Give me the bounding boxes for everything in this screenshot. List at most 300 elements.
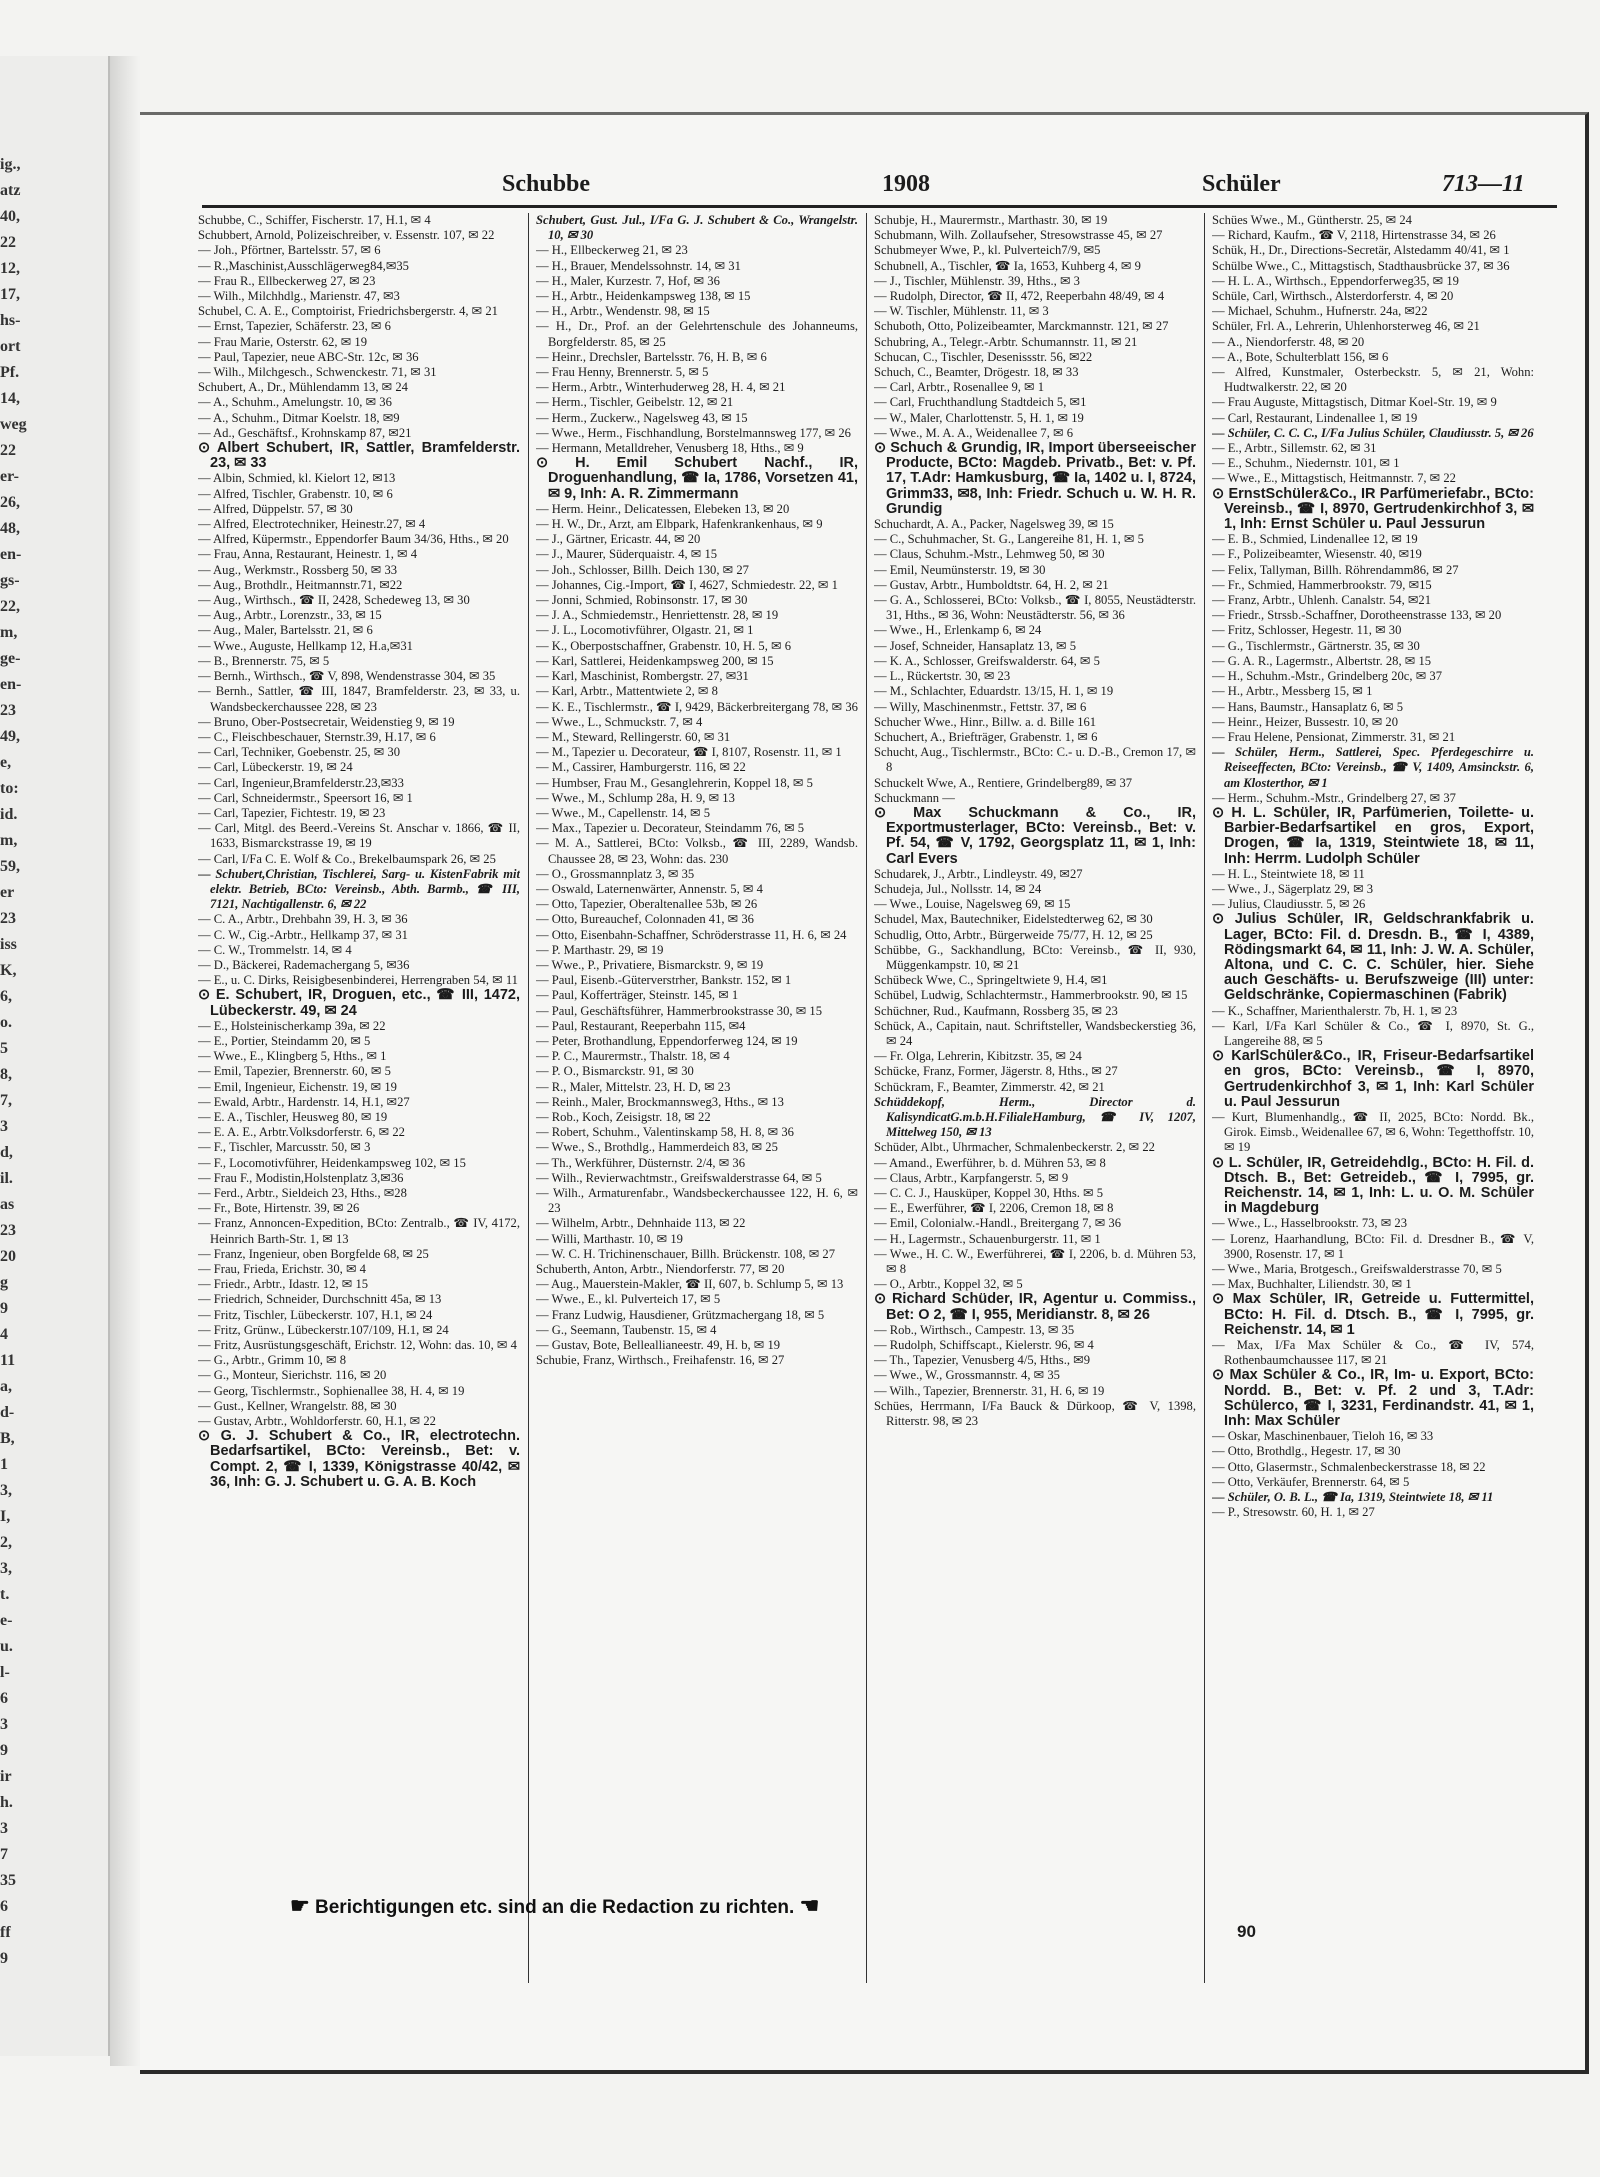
- directory-entry: — Alfred, Düppelstr. 57, ✉ 30: [198, 501, 353, 516]
- directory-entry: — Max, I/Fa Max Schüler & Co., ☎ IV, 574, Rothenbaumchaussee 117, ✉ 21: [1212, 1338, 1534, 1368]
- directory-entry: — F., Tischler, Marcusstr. 50, ✉ 3: [198, 1140, 371, 1155]
- left-page-fragment: 23: [0, 1222, 16, 1239]
- left-page-fragment: 48,: [0, 520, 20, 537]
- firm-entry: ⊙ Max Schüler & Co., IR, Im- u. Export, BCto: Nordd. B., Bet: v. Pf. 2 und 3, T.Adr: Schülerco, ☎ I, 3231, Ferdinandstr. 41, ✉ 1, Inh: Max Schüler: [1212, 1367, 1534, 1430]
- directory-entry: — Friedr., Strssb.-Schaffner, Dorotheenstrasse 133, ✉ 20: [1212, 608, 1502, 623]
- directory-entry: — Aug., Brothdlr., Heitmannstr.71, ✉22: [198, 577, 403, 592]
- left-page-fragment: 3: [0, 1716, 8, 1733]
- directory-entry: — Wwe., M., Capellenstr. 14, ✉ 5: [536, 805, 711, 820]
- directory-entry: — Schüler, C. C. C., I/Fa Julius Schüler, Claudiusstr. 5, ✉ 26: [1212, 425, 1534, 440]
- directory-entry: — Carl, I/Fa C. E. Wolf & Co., Brekelbaumspark 26, ✉ 25: [198, 851, 496, 866]
- directory-entry: — Gustav, Arbtr., Humboldtstr. 64, H. 2, ✉ 21: [874, 577, 1109, 592]
- left-page-fragment: 23: [0, 702, 16, 719]
- left-page-fragment: to:: [0, 780, 19, 797]
- directory-entry: — Ernst, Tapezier, Schäferstr. 23, ✉ 6: [198, 319, 391, 334]
- firm-entry: ⊙ Albert Schubert, IR, Sattler, Bramfelderstr. 23, ✉ 33: [198, 440, 520, 472]
- directory-entry: — H. L. A., Wirthsch., Eppendorferweg35, ✉ 19: [1212, 273, 1459, 288]
- left-page-fragment: 1: [0, 1456, 8, 1473]
- directory-entry: — Wwe., E., Klingberg 5, Hths., ✉ 1: [198, 1049, 387, 1064]
- directory-entry: — Josef, Schneider, Hansaplatz 13, ✉ 5: [874, 638, 1077, 653]
- firm-entry: ⊙ L. Schüler, IR, Getreidehdlg., BCto: H. Fil. d. Dtsch. B., Bet: Getreideb., ☎ I, 7995, gr. Reichenstr. 14, ✉ 1, Inh: L. u. O. M. Schüler in Magdeburg: [1212, 1154, 1534, 1217]
- directory-entry: Schubbe, C., Schiffer, Fischerstr. 17, H.1, ✉ 4: [198, 213, 431, 227]
- directory-entry: Schuckmann —: [874, 790, 955, 805]
- left-page-fragment: 12,: [0, 260, 20, 277]
- directory-entry: — Fr., Bote, Hirtenstr. 39, ✉ 26: [198, 1201, 360, 1216]
- directory-entry: — Frau F., Modistin,Holstenplatz 3,✉36: [198, 1170, 404, 1185]
- directory-entry: — Wwe., M. A. A., Weidenallee 7, ✉ 6: [874, 425, 1073, 440]
- directory-entry: — Wwe., Auguste, Hellkamp 12, H.a,✉31: [198, 638, 413, 653]
- directory-entry: — Alfred, Tischler, Grabenstr. 10, ✉ 6: [198, 486, 393, 501]
- pointing-hand-right-icon: ☛: [290, 1893, 310, 1918]
- firm-entry: ⊙ H. L. Schüler, IR, Parfümerien, Toilette- u. Barbier-Bedarfsartikel en gros, Export, Drogen, ☎ Ia, 1319, Steintwiete 18, ✉ 11, Inh: Herrm. Ludolph Schüler: [1212, 804, 1534, 867]
- directory-entry: — Willy, Maschinenmstr., Fettstr. 37, ✉ 6: [874, 699, 1087, 714]
- directory-entry: — Aug., Werkmstr., Rossberg 50, ✉ 33: [198, 562, 398, 577]
- header-page-range: 713—11: [1442, 171, 1525, 197]
- directory-entry: — Ad., Geschäftsf., Krohnskamp 87, ✉21: [198, 425, 412, 440]
- left-page-fragment: 22,: [0, 598, 20, 615]
- directory-entry: — G., Tischlermstr., Gärtnerstr. 35, ✉ 30: [1212, 638, 1420, 653]
- directory-entry: — Claus, Schuhm.-Mstr., Lehmweg 50, ✉ 30: [874, 547, 1105, 562]
- directory-entry: — Max., Tapezier u. Decorateur, Steindamm 76, ✉ 5: [536, 821, 805, 836]
- directory-entry: — Otto, Bureauchef, Colonnaden 41, ✉ 36: [536, 912, 754, 927]
- directory-entry: — R., Maler, Mittelstr. 23, H. D, ✉ 23: [536, 1079, 731, 1094]
- header-left-word: Schubbe: [502, 171, 591, 197]
- left-page-fragment: 9: [0, 1950, 8, 1967]
- directory-entry: — A., Schuhm., Amelungstr. 10, ✉ 36: [198, 395, 392, 410]
- directory-entry: — Th., Werkführer, Düsternstr. 2/4, ✉ 36: [536, 1155, 745, 1170]
- directory-entry: — E., Arbtr., Sillemstr. 62, ✉ 31: [1212, 441, 1377, 456]
- left-page-fragment: atz: [0, 182, 21, 199]
- directory-entry: — Wwe., L., Hasselbrookstr. 73, ✉ 23: [1212, 1216, 1408, 1231]
- firm-entry: ⊙ H. Emil Schubert Nachf., IR, Droguenhandlung, ☎ Ia, 1786, Vorsetzen 41, ✉ 9, Inh: A. R. Zimmermann: [536, 455, 858, 502]
- directory-entry: — A., Schuhm., Ditmar Koelstr. 18, ✉9: [198, 410, 400, 425]
- directory-entry: — Fritz, Grünw., Lübeckerstr.107/109, H.1, ✉ 24: [198, 1322, 449, 1337]
- directory-entry: — Wilhelm, Arbtr., Dehnhaide 113, ✉ 22: [536, 1216, 746, 1231]
- firm-entry: ⊙ Schuch & Grundig, IR, Import überseeischer Producte, BCto: Magdeb. Privatb., Bet: v. Pf. 17, T.Adr: Hamkusburg, ☎ Ia, 1402 u. I, 8724, Grimm33, ✉8, Inh: Friedr. Schuch u. W. H. R. Grundig: [874, 440, 1196, 517]
- directory-entry: Schudel, Max, Bautechniker, Eidelstedterweg 62, ✉ 30: [874, 912, 1153, 927]
- left-page-fragment: e-: [0, 1612, 13, 1629]
- directory-entry: — Lorenz, Haarhandlung, BCto: Fil. d. Dresdner B., ☎ V, 3900, Rosenstr. 17, ✉ 1: [1212, 1231, 1534, 1261]
- directory-entry: — Wwe., P., Privatiere, Bismarckstr. 9, ✉ 19: [536, 957, 764, 972]
- header-right-word: Schüler: [1202, 171, 1281, 197]
- directory-entry: — G., Monteur, Sierichstr. 116, ✉ 20: [198, 1368, 387, 1383]
- directory-entry: — Rob., Wirthsch., Campestr. 13, ✉ 35: [874, 1322, 1075, 1337]
- directory-entry: — Wwe., J., Sägerplatz 29, ✉ 3: [1212, 881, 1374, 896]
- directory-entry: — J., Maurer, Süderquaistr. 4, ✉ 15: [536, 547, 718, 562]
- directory-entry: — Friedrich, Schneider, Durchschnitt 45a, ✉ 13: [198, 1292, 442, 1307]
- left-page-fragment: 7,: [0, 1092, 12, 1109]
- firm-entry: ⊙ ErnstSchüler&Co., IR Parfümeriefabr., BCto: Vereinsb., ☎ I, 8970, Gertrudenkirchhof 3, ✉ 1, Inh: Ernst Schüler u. Paul Jessurun: [1212, 485, 1534, 533]
- directory-entry: — C. A., Arbtr., Drehbahn 39, H. 3, ✉ 36: [198, 912, 408, 927]
- directory-entry: — K. E., Tischlermstr., ☎ I, 9429, Bäckerbreitergang 78, ✉ 36: [536, 699, 858, 714]
- directory-entry: — Schubert,Christian, Tischlerei, Sarg- u. KistenFabrik mit elektr. Betrieb, BCto: Vereinsb., Abth. Barmb., ☎ III, 7121, Nachtigallenstr. 6, ✉ 22: [198, 866, 520, 912]
- directory-entry: — Hans, Baumstr., Hansaplatz 6, ✉ 5: [1212, 699, 1404, 714]
- directory-entry: — Alfred, Kunstmaler, Osterbeckstr. 5, ✉ 21, Wohn: Hudtwalkerstr. 22, ✉ 20: [1212, 365, 1534, 395]
- directory-entry: — Wwe., Maria, Brotgesch., Greifswalderstrasse 70, ✉ 5: [1212, 1262, 1502, 1277]
- directory-entry: — C., Schuhmacher, St. G., Langereihe 81, H. 1, ✉ 5: [874, 532, 1144, 547]
- left-page-fragment: 6,: [0, 988, 12, 1005]
- directory-entry: — E. A., Tischler, Heusweg 80, ✉ 19: [198, 1109, 388, 1124]
- directory-entry: — Frau, Frieda, Erichstr. 30, ✉ 4: [198, 1262, 366, 1277]
- directory-entry: — H., Arbtr., Messberg 15, ✉ 1: [1212, 684, 1373, 699]
- left-page-fragment: 3: [0, 1820, 8, 1837]
- page-number: 90: [1237, 1922, 1256, 1941]
- column-divider: [866, 213, 867, 1983]
- directory-entry: — J. A., Schmiedemstr., Henriettenstr. 28, ✉ 19: [536, 608, 779, 623]
- directory-entry: — Carl, Lübeckerstr. 19, ✉ 24: [198, 760, 353, 775]
- directory-entry: — Aug., Maler, Bartelsstr. 21, ✉ 6: [198, 623, 373, 638]
- directory-entry: Schüchner, Rud., Kaufmann, Rossberg 35, ✉ 23: [874, 1003, 1118, 1018]
- directory-entry: — J., Tischler, Mühlenstr. 39, Hths., ✉ 3: [874, 273, 1080, 288]
- left-page-fragment: 59,: [0, 858, 20, 875]
- left-page-fragment: e,: [0, 754, 12, 771]
- directory-entry: — Aug., Arbtr., Lorenzstr., 33, ✉ 15: [198, 608, 382, 623]
- left-page-fragment: 20: [0, 1248, 16, 1265]
- directory-entry: — Franz, Ingenieur, oben Borgfelde 68, ✉ 25: [198, 1246, 429, 1261]
- directory-entry: Schubring, A., Telegr.-Arbtr. Schumannstr. 11, ✉ 21: [874, 334, 1138, 349]
- firm-entry: ⊙ KarlSchüler&Co., IR, Friseur-Bedarfsartikel en gros, BCto: Vereinsb., ☎ I, 8970, Gertrudenkirchhof 3, ✉ 1, Inh: Karl Schüler u. Paul Jessurun: [1212, 1048, 1534, 1110]
- directory-entry: Schücke, Franz, Former, Jägerstr. 8, Hths., ✉ 27: [874, 1064, 1118, 1079]
- left-page-fragment: 5: [0, 1040, 8, 1057]
- directory-entry: — Michael, Schuhm., Hufnerstr. 24a, ✉22: [1212, 304, 1428, 319]
- left-page-fragment: hs-: [0, 312, 21, 329]
- directory-entry: — Carl, Arbtr., Rosenallee 9, ✉ 1: [874, 380, 1045, 395]
- directory-entry: — Carl, Tapezier, Fichtestr. 19, ✉ 23: [198, 805, 386, 820]
- directory-entry: — Gust., Kellner, Wrangelstr. 88, ✉ 30: [198, 1398, 397, 1413]
- left-page-fragment: weg: [0, 416, 27, 433]
- directory-entry: Schübbe, G., Sackhandlung, BCto: Vereinsb., ☎ II, 930, Müggenkampstr. 10, ✉ 21: [874, 942, 1196, 972]
- directory-entry: — K., Oberpostschaffner, Grabenstr. 10, H. 5, ✉ 6: [536, 638, 791, 653]
- left-page-fragment: 8,: [0, 1066, 12, 1083]
- directory-entry: — H., Lagermstr., Schauenburgerstr. 11, ✉ 1: [874, 1231, 1101, 1246]
- directory-entry: — Schüler, Herm., Sattlerei, Spec. Pferdegeschirre u. Reiseeffecten, BCto: Vereinsb., ☎ V, 1409, Amsinckstr. 6, am Klosterthor, ✉ 1: [1212, 745, 1534, 790]
- directory-entry: — Oskar, Maschinenbauer, Tieloh 16, ✉ 33: [1212, 1429, 1434, 1444]
- left-page-fragment: 14,: [0, 390, 20, 407]
- directory-entry: — Carl, Fruchthandlung Stadtdeich 5, ✉1: [874, 395, 1087, 410]
- directory-entry: — H., Schuhm.-Mstr., Grindelberg 20c, ✉ 37: [1212, 669, 1442, 684]
- directory-entry: — Wwe., E., Mittagstisch, Heitmannstr. 7, ✉ 22: [1212, 471, 1456, 486]
- directory-entry: — K. A., Schlosser, Greifswalderstr. 64, ✉ 5: [874, 653, 1100, 668]
- directory-entry: — Max, Buchhalter, Liliendstr. 30, ✉ 1: [1212, 1277, 1412, 1292]
- directory-entry: — P. Marthastr. 29, ✉ 19: [536, 942, 664, 957]
- directory-entry: — Karl, Arbtr., Mattentwiete 2, ✉ 8: [536, 684, 718, 699]
- directory-entry: — Karl, I/Fa Karl Schüler & Co., ☎ I, 8970, St. G., Langereihe 88, ✉ 5: [1212, 1018, 1534, 1048]
- firm-entry: ⊙ Max Schuckmann & Co., IR, Exportmusterlager, BCto: Vereinsb., Bet: v. Pf. 54, ☎ V, 1792, Georgsplatz 11, ✉ 1, Inh: Carl Evers: [874, 804, 1196, 867]
- left-page-fragment: 22: [0, 442, 16, 459]
- directory-entry: — G. A. R., Lagermstr., Albertstr. 28, ✉ 15: [1212, 653, 1432, 668]
- directory-entry: — Herm., Zuckerw., Nagelsweg 43, ✉ 15: [536, 410, 748, 425]
- directory-entry: — Fritz, Ausrüstungsgeschäft, Erichstr. 12, Wohn: das. 10, ✉ 4: [198, 1338, 517, 1353]
- directory-entry: — E., u. C. Dirks, Reisigbesenbinderei, Herrengraben 54, ✉ 11: [198, 973, 518, 988]
- directory-entry: — Frau R., Ellbeckerweg 27, ✉ 23: [198, 273, 376, 288]
- left-page-fragment: ff: [0, 1924, 11, 1941]
- directory-entry: — A., Niendorferstr. 48, ✉ 20: [1212, 334, 1365, 349]
- directory-entry: — Wilh., Armaturenfabr., Wandsbeckerchaussee 122, H. 6, ✉ 23: [536, 1186, 858, 1216]
- directory-entry: Schubnell, A., Tischler, ☎ Ia, 1653, Kuhberg 4, ✉ 9: [874, 258, 1141, 273]
- directory-entry: — Rudolph, Director, ☎ II, 472, Reeperbahn 48/49, ✉ 4: [874, 289, 1165, 304]
- directory-entry: — H., Arbtr., Wendenstr. 98, ✉ 15: [536, 304, 710, 319]
- directory-entry: — Herm. Heinr., Delicatessen, Elebeken 13, ✉ 20: [536, 501, 790, 516]
- directory-entry: Schubje, H., Maurermstr., Marthastr. 30, ✉ 19: [874, 213, 1108, 227]
- directory-entry: — H. L., Steintwiete 18, ✉ 11: [1212, 866, 1365, 881]
- left-page-fragment: t.: [0, 1586, 10, 1603]
- directory-entry: — G., Arbtr., Grimm 10, ✉ 8: [198, 1353, 347, 1368]
- left-page-fragment: 40,: [0, 208, 20, 225]
- directory-entry: Schudlig, Otto, Arbtr., Bürgerweide 75/77, H. 12, ✉ 25: [874, 927, 1153, 942]
- left-page-fragment: er: [0, 884, 15, 901]
- directory-entry: Schüler, Frl. A., Lehrerin, Uhlenhorsterweg 46, ✉ 21: [1212, 319, 1480, 334]
- directory-entry: — W. C. H. Trichinenschauer, Billh. Brückenstr. 108, ✉ 27: [536, 1246, 835, 1261]
- left-page-fragment: 3,: [0, 1560, 12, 1577]
- directory-entry: — G. A., Schlosserei, BCto: Volksb., ☎ I, 8055, Neustädterstr. 31, Hths., ✉ 36, Wohn: Neustädterstr. 56, ✉ 36: [874, 593, 1196, 623]
- directory-entry: — Felix, Tallyman, Billh. Röhrendamm86, ✉ 27: [1212, 562, 1459, 577]
- footer-note: [290, 1893, 819, 1919]
- directory-entry: Schuboth, Otto, Polizeibeamter, Marckmannstr. 121, ✉ 27: [874, 319, 1169, 334]
- directory-entry: — Schüler, O. B. L., ☎ Ia, 1319, Steintwiete 18, ✉ 11: [1212, 1490, 1494, 1505]
- directory-entry: Schüddekopf, Herm., Director d. KalisyndicatG.m.b.H.FilialeHamburg, ☎ IV, 1207, Mittelweg 150, ✉ 13: [874, 1094, 1196, 1140]
- directory-entry: — Wwe., H., Erlenkamp 6, ✉ 24: [874, 623, 1042, 638]
- directory-entry: — Robert, Schuhm., Valentinskamp 58, H. 8, ✉ 36: [536, 1125, 794, 1140]
- firm-entry: ⊙ Max Schüler, IR, Getreide u. Futtermittel, BCto: H. Fil. d. Dtsch. B., ☎ I, 7995, gr. Reichenstr. 14, ✉ 1: [1212, 1291, 1534, 1338]
- left-page-fragment: er-: [0, 468, 19, 485]
- directory-entry: — H., Brauer, Mendelssohnstr. 14, ✉ 31: [536, 258, 741, 273]
- directory-entry: — Georg, Tischlermstr., Sophienallee 38, H. 4, ✉ 19: [198, 1383, 465, 1398]
- directory-entry: — C. C. J., Hausküper, Koppel 30, Hths. ✉ 5: [874, 1186, 1104, 1200]
- left-page-fragment: en-: [0, 546, 22, 563]
- directory-entry: — Joh., Schlosser, Billh. Deich 130, ✉ 27: [536, 562, 749, 577]
- directory-entry: — Johannes, Cig.-Import, ☎ I, 4627, Schmiedestr. 22, ✉ 1: [536, 577, 838, 592]
- left-page-fragment: B,: [0, 1430, 15, 1447]
- directory-entry: — Emil, Ingenieur, Eichenstr. 19, ✉ 19: [198, 1079, 397, 1094]
- directory-entry: — Amand., Ewerführer, b. d. Mühren 53, ✉ 8: [874, 1155, 1106, 1170]
- directory-entry: Schück, A., Capitain, naut. Schriftsteller, Wandsbeckerstieg 36, ✉ 24: [874, 1018, 1196, 1048]
- directory-entry: — Carl, Schneidermstr., Speersort 16, ✉ 1: [198, 790, 413, 805]
- directory-entry: — M., Tapezier u. Decorateur, ☎ I, 8107, Rosenstr. 11, ✉ 1: [536, 745, 842, 760]
- directory-entry: — Otto, Brothdlg., Hegestr. 17, ✉ 30: [1212, 1444, 1401, 1459]
- directory-entry: Schüle, Carl, Wirthsch., Alsterdorferstr. 4, ✉ 20: [1212, 289, 1454, 304]
- directory-entry: — R.,Maschinist,Ausschlägerweg84,✉35: [198, 258, 409, 273]
- directory-entry: — E., Portier, Steindamm 20, ✉ 5: [198, 1033, 371, 1048]
- left-page-fragment: a,: [0, 1378, 12, 1395]
- directory-entry: — Wilh., Milchhdlg., Marienstr. 47, ✉3: [198, 289, 400, 304]
- directory-entry: — C. W., Cig.-Arbtr., Hellkamp 37, ✉ 31: [198, 927, 408, 942]
- directory-entry: — B., Brennerstr. 75, ✉ 5: [198, 653, 330, 668]
- directory-entry: — Heinr., Drechsler, Bartelsstr. 76, H. B, ✉ 6: [536, 349, 767, 364]
- directory-entry: — Albin, Schmied, kl. Kielort 12, ✉13: [198, 471, 396, 486]
- left-page-fragment: 22: [0, 234, 16, 251]
- directory-entry: — Ferd., Arbtr., Sieldeich 23, Hths., ✉28: [198, 1186, 407, 1200]
- firm-entry: ⊙ G. J. Schubert & Co., IR, electrotechn. Bedarfsartikel, BCto: Vereinsb., Bet: v. Compt. 2, ☎ I, 1339, Königstrasse 40/42, ✉ 36, Inh: G. J. Schubert u. G. A. B. Koch: [198, 1428, 520, 1490]
- left-page-fragment: 4: [0, 1326, 8, 1343]
- left-page-fragment: as: [0, 1196, 15, 1213]
- directory-entry: — H. W., Dr., Arzt, am Elbpark, Hafenkrankenhaus, ✉ 9: [536, 517, 823, 532]
- directory-entry: — C. W., Trommelstr. 14, ✉ 4: [198, 942, 352, 957]
- directory-entry: — Wilh., Revierwachtmstr., Greifswalderstrasse 64, ✉ 5: [536, 1170, 822, 1185]
- directory-entry: — Joh., Pförtner, Bartelsstr. 57, ✉ 6: [198, 243, 381, 258]
- left-page-fragment: d,: [0, 1144, 13, 1161]
- directory-entry: — Th., Tapezier, Venusberg 4/5, Hths., ✉9: [874, 1353, 1091, 1368]
- directory-entry: — Paul, Eisenb.-Güterverstrher, Bankstr. 152, ✉ 1: [536, 973, 792, 988]
- directory-entry: Schucan, C., Tischler, Desenissstr. 56, ✉22: [874, 349, 1093, 364]
- left-page-fragment: 11: [0, 1352, 16, 1369]
- directory-entry: — Wwe., Herm., Fischhandlung, Borstelmannsweg 177, ✉ 26: [536, 425, 851, 440]
- left-page-fragment: ir: [0, 1768, 12, 1785]
- directory-entry: — Wwe., H. C. W., Ewerführerei, ☎ I, 2206, b. d. Mühren 53, ✉ 8: [874, 1246, 1196, 1277]
- directory-entry: — Wilh., Tapezier, Brennerstr. 31, H. 6, ✉ 19: [874, 1383, 1105, 1398]
- left-page-fragment: h.: [0, 1794, 13, 1811]
- directory-entry: Schubert, A., Dr., Mühlendamm 13, ✉ 24: [198, 380, 408, 395]
- directory-entry: — D., Bäckerei, Rademachergang 5, ✉36: [198, 957, 410, 972]
- directory-entry: Schubbert, Arnold, Polizeischreiber, v. Essenstr. 107, ✉ 22: [198, 228, 495, 243]
- directory-entry: — Alfred, Küpermstr., Eppendorfer Baum 34/36, Hths., ✉ 20: [198, 532, 509, 547]
- directory-entry: — Fritz, Schlosser, Hegestr. 11, ✉ 30: [1212, 623, 1402, 638]
- directory-entry: — M., Schlachter, Eduardstr. 13/15, H. 1, ✉ 19: [874, 684, 1114, 699]
- directory-entry: Schubmeyer Wwe, P., kl. Pulverteich7/9, ✉5: [874, 243, 1101, 258]
- directory-entry: Schüder, Albt., Uhrmacher, Schmalenbeckerstr. 2, ✉ 22: [874, 1140, 1155, 1155]
- directory-entry: — Herm., Schuhm.-Mstr., Grindelberg 27, ✉ 37: [1212, 790, 1456, 805]
- page-header: [202, 165, 1557, 208]
- left-page-fragment: m,: [0, 624, 18, 641]
- directory-entry: — Peter, Brothandlung, Eppendorferweg 124, ✉ 19: [536, 1033, 798, 1048]
- left-page-fragment: g: [0, 1274, 8, 1291]
- directory-entry: — Wwe., E., kl. Pulverteich 17, ✉ 5: [536, 1292, 721, 1307]
- directory-entry: — Paul, Kofferträger, Steinstr. 145, ✉ 1: [536, 988, 739, 1003]
- footer-note-text: Berichtigungen etc. sind an die Redaction zu richten.: [315, 1897, 795, 1918]
- book-gutter: [110, 56, 140, 2066]
- directory-entry: — M., Cassirer, Hamburgerstr. 116, ✉ 22: [536, 760, 746, 775]
- column-divider: [528, 213, 529, 1983]
- directory-entry: — Wwe., W., Grossmannstr. 4, ✉ 35: [874, 1368, 1060, 1383]
- directory-page: [140, 112, 1589, 2074]
- directory-entry: Schudarek, J., Arbtr., Lindleystr. 49, ✉27: [874, 866, 1083, 881]
- firm-entry: ⊙ Richard Schüder, IR, Agentur u. Commiss., Bet: O 2, ☎ I, 955, Meridianstr. 8, ✉ 26: [874, 1291, 1196, 1323]
- directory-entry: Schubmann, Wilh. Zollaufseher, Stresowstrasse 45, ✉ 27: [874, 228, 1163, 243]
- column-4: [1212, 213, 1534, 1983]
- directory-entry: — C., Fleischbeschauer, Sternstr.39, H.17, ✉ 6: [198, 729, 436, 744]
- directory-entry: — Franz, Annoncen-Expedition, BCto: Zentralb., ☎ IV, 4172, Heinrich Barth-Str. 1, ✉ 13: [198, 1216, 520, 1246]
- directory-entry: — Frau, Anna, Restaurant, Heinestr. 1, ✉ 4: [198, 547, 418, 562]
- directory-entry: — Fritz, Tischler, Lübeckerstr. 107, H.1, ✉ 24: [198, 1307, 433, 1322]
- directory-entry: Schübel, Ludwig, Schlachtermstr., Hammerbrookstr. 90, ✉ 15: [874, 988, 1188, 1003]
- directory-entry: — Wwe., M., Schlump 28a, H. 9, ✉ 13: [536, 790, 735, 805]
- left-page-fragment: 2,: [0, 1534, 12, 1551]
- directory-entry: — H., Ellbeckerweg 21, ✉ 23: [536, 243, 688, 258]
- directory-entry: — Rudolph, Schiffscapt., Kielerstr. 96, ✉ 4: [874, 1338, 1094, 1353]
- directory-entry: — Carl, Techniker, Goebenstr. 25, ✉ 30: [198, 745, 400, 760]
- directory-entry: Schuch, C., Beamter, Drögestr. 18, ✉ 33: [874, 365, 1079, 380]
- left-page-fragment: ig.,: [0, 156, 21, 173]
- left-page-fragment: 6: [0, 1690, 8, 1707]
- directory-entry: — Paul, Restaurant, Reeperbahn 115, ✉4: [536, 1018, 746, 1033]
- directory-entry: — Bernh., Wirthsch., ☎ V, 898, Wendenstrasse 304, ✉ 35: [198, 669, 496, 684]
- directory-entry: — P. C., Maurermstr., Thalstr. 18, ✉ 4: [536, 1049, 730, 1064]
- directory-entry: — Hermann, Metalldreher, Venusberg 18, Hths., ✉ 9: [536, 441, 804, 456]
- directory-entry: — Claus, Arbtr., Karpfangerstr. 5, ✉ 9: [874, 1170, 1069, 1185]
- directory-entry: — L., Rückertstr. 30, ✉ 23: [874, 669, 1011, 684]
- left-page-fragment: Pf.: [0, 364, 20, 381]
- directory-entry: — G., Seemann, Taubenstr. 15, ✉ 4: [536, 1322, 717, 1337]
- column-2: [536, 213, 858, 1983]
- left-page-fragment: ort: [0, 338, 21, 355]
- left-page-fragment: K,: [0, 962, 17, 979]
- directory-entry: — W. Tischler, Mühlenstr. 11, ✉ 3: [874, 304, 1049, 319]
- left-page-fragment: iss: [0, 936, 17, 953]
- directory-entry: — Herm., Arbtr., Winterhuderweg 28, H. 4, ✉ 21: [536, 380, 786, 395]
- left-page-fragment: 7: [0, 1846, 8, 1863]
- left-page-fragment: 49,: [0, 728, 20, 745]
- directory-entry: — Otto, Glasermstr., Schmalenbeckerstrasse 18, ✉ 22: [1212, 1459, 1486, 1474]
- directory-entry: — P., Stresowstr. 60, H. 1, ✉ 27: [1212, 1505, 1375, 1520]
- directory-entry: — H., Dr., Prof. an der Gelehrtenschule des Johanneums, Borgfelderstr. 85, ✉ 25: [536, 319, 858, 349]
- directory-entry: — Wwe., S., Brothdlg., Hammerdeich 83, ✉ 25: [536, 1140, 778, 1155]
- directory-entry: Schuchardt, A. A., Packer, Nagelsweg 39, ✉ 15: [874, 517, 1114, 532]
- directory-entry: — M., Steward, Rellingerstr. 60, ✉ 31: [536, 729, 731, 744]
- directory-entry: — Bernh., Sattler, ☎ III, 1847, Bramfelderstr. 23, ✉ 33, u. Wandsbeckerchaussee 228, ✉ 23: [198, 684, 520, 714]
- directory-entry: — A., Bote, Schulterblatt 156, ✉ 6: [1212, 349, 1389, 364]
- left-page-fragment: ge-: [0, 650, 21, 667]
- directory-entry: Schübeck Wwe, C., Springeltwiete 9, H.4, ✉1: [874, 973, 1108, 988]
- directory-entry: Schües Wwe., M., Güntherstr. 25, ✉ 24: [1212, 213, 1412, 227]
- directory-entry: Schuberth, Anton, Arbtr., Niendorferstr. 77, ✉ 20: [536, 1262, 785, 1277]
- directory-entry: Schudeja, Jul., Nollsstr. 14, ✉ 24: [874, 881, 1042, 896]
- directory-entry: — Bruno, Ober-Postsecretair, Weidenstieg 9, ✉ 19: [198, 714, 455, 729]
- left-page-fragment: m,: [0, 832, 18, 849]
- directory-entry: — Herm., Tischler, Geibelstr. 12, ✉ 21: [536, 395, 734, 410]
- firm-entry: ⊙ E. Schubert, IR, Droguen, etc., ☎ III, 1472, Lübeckerstr. 49, ✉ 24: [198, 987, 520, 1019]
- left-page-fragment: 3: [0, 1118, 8, 1135]
- directory-entry: — Wwe., Louise, Nagelsweg 69, ✉ 15: [874, 897, 1071, 912]
- left-page-fragment: id.: [0, 806, 18, 823]
- directory-entry: Schuckelt Wwe, A., Rentiere, Grindelberg89, ✉ 37: [874, 775, 1133, 790]
- left-page-fragment: en-: [0, 676, 22, 693]
- left-page-fragment: 6: [0, 1898, 8, 1915]
- directory-entry: — F., Locomotivführer, Heidenkampsweg 102, ✉ 15: [198, 1155, 466, 1170]
- directory-entry: — F., Polizeibeamter, Wiesenstr. 40, ✉19: [1212, 547, 1422, 562]
- directory-entry: — Gustav, Arbtr., Wohldorferstr. 60, H.1, ✉ 22: [198, 1414, 436, 1429]
- directory-entry: — H., Arbtr., Heidenkampsweg 138, ✉ 15: [536, 289, 751, 304]
- directory-entry: — Franz Ludwig, Hausdiener, Grützmachergang 18, ✉ 5: [536, 1307, 825, 1322]
- directory-entry: — E. A. E., Arbtr.Volksdorferstr. 6, ✉ 22: [198, 1125, 405, 1140]
- directory-entry: — Friedr., Arbtr., Idastr. 12, ✉ 15: [198, 1277, 369, 1292]
- directory-entry: — W., Maler, Charlottenstr. 5, H. 1, ✉ 19: [874, 410, 1084, 425]
- directory-entry: — Otto, Eisenbahn-Schaffner, Schröderstrasse 11, H. 6, ✉ 24: [536, 927, 847, 942]
- directory-entry: — Heinr., Heizer, Bussestr. 10, ✉ 20: [1212, 714, 1398, 729]
- directory-entry: — O., Grossmannplatz 3, ✉ 35: [536, 866, 695, 881]
- column-3: [874, 213, 1196, 1983]
- directory-entry: — Frau Auguste, Mittagstisch, Ditmar Koel-Str. 19, ✉ 9: [1212, 395, 1497, 410]
- directory-entry: — Alfred, Electrotechniker, Heinestr.27, ✉ 4: [198, 517, 426, 532]
- directory-entry: — Frau Helene, Pensionat, Zimmerstr. 31, ✉ 21: [1212, 729, 1456, 744]
- left-page-fragment: u.: [0, 1638, 13, 1655]
- directory-entry: — Paul, Tapezier, neue ABC-Str. 12c, ✉ 36: [198, 349, 419, 364]
- directory-entry: — Otto, Tapezier, Oberaltenallee 53b, ✉ 26: [536, 897, 758, 912]
- directory-entry: Schucht, Aug., Tischlermstr., BCto: C.- u. D.-B., Cremon 17, ✉ 8: [874, 745, 1196, 775]
- directory-entry: Schucher Wwe., Hinr., Billw. a. d. Bille 161: [874, 714, 1097, 729]
- directory-entry: — Emil, Neumünsterstr. 19, ✉ 30: [874, 562, 1046, 577]
- directory-entry: — E., Schuhm., Niedernstr. 101, ✉ 1: [1212, 456, 1400, 471]
- directory-entry: — Aug., Wirthsch., ☎ II, 2428, Schedeweg 13, ✉ 30: [198, 593, 470, 608]
- directory-entry: Schües, Herrmann, I/Fa Bauck & Dürkoop, ☎ V, 1398, Ritterstr. 98, ✉ 23: [874, 1398, 1196, 1429]
- directory-entry: Schückram, F., Beamter, Zimmerstr. 42, ✉ 21: [874, 1079, 1105, 1094]
- directory-entry: Schük, H., Dr., Directions-Secretär, Alstedamm 40/41, ✉ 1: [1212, 243, 1510, 258]
- directory-entry: — Franz, Arbtr., Uhlenh. Canalstr. 54, ✉21: [1212, 593, 1432, 608]
- directory-entry: — J., Gärtner, Ericastr. 44, ✉ 20: [536, 532, 701, 547]
- directory-entry: — Rob., Koch, Zeisigstr. 18, ✉ 22: [536, 1109, 711, 1124]
- directory-columns: [198, 213, 1558, 1983]
- left-page-fragment: o.: [0, 1014, 12, 1031]
- directory-entry: — Wilh., Milchgesch., Schwenckestr. 71, ✉ 31: [198, 365, 437, 380]
- directory-entry: — Julius, Claudiusstr. 5, ✉ 26: [1212, 897, 1366, 912]
